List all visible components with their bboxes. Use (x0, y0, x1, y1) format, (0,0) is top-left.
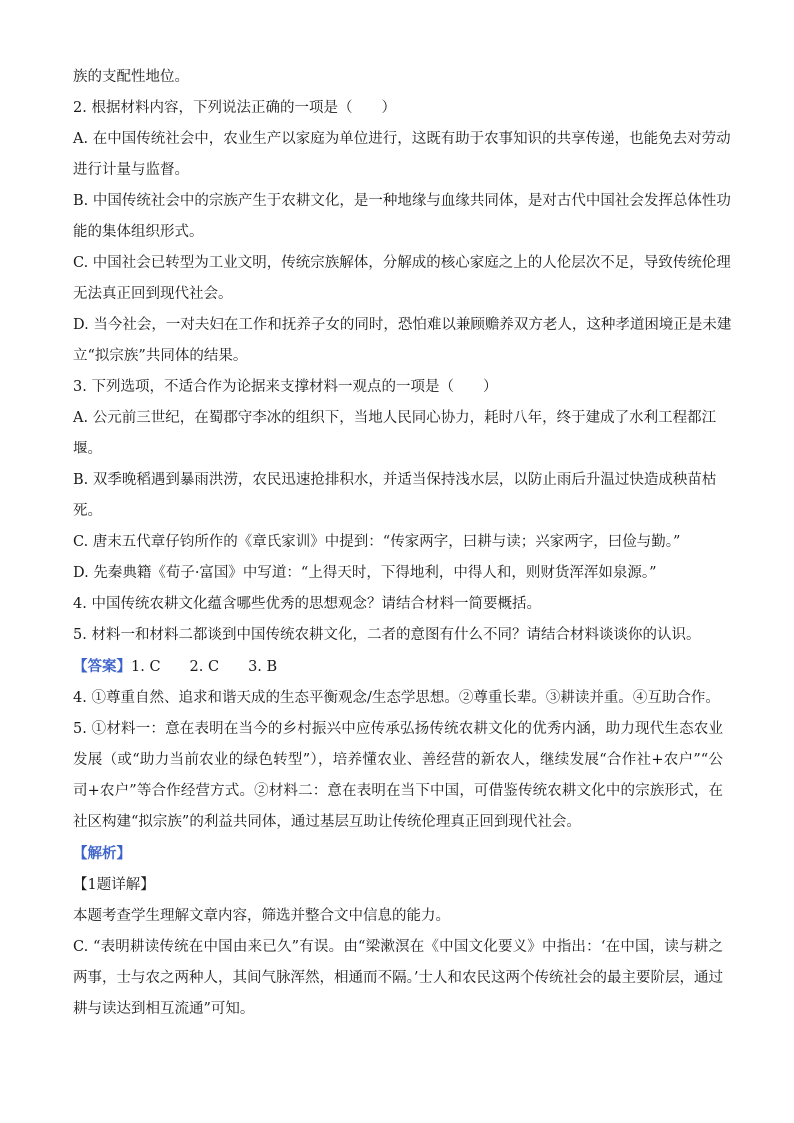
answer-value: 1. C 2. C 3. B (131, 659, 278, 675)
answer-label: 【答案】 (73, 658, 131, 675)
question-5: 5. 材料一和材料二都谈到中国传统农耕文化，二者的意图有什么不同？请结合材料谈谈你的认识。 (73, 627, 701, 643)
answer-line (73, 651, 723, 683)
option-d: D. 当今社会，一对夫妇在工作和抚养子女的同时，恐怕难以兼顾赡养双方老人，这种孝道困境正是未建 (73, 317, 732, 333)
text-line: 死。 (73, 503, 102, 519)
option-b: B. 双季晚稻遇到暴雨洪涝，农民迅速抢排积水，并适当保持浅水层，以防止雨后升温过快造成秧苗枯 (73, 472, 717, 488)
option-c: C. 唐末五代章仔钧所作的《章氏家训》中提到：“传家两字，曰耕与读；兴家两字，曰俭与勤。” (73, 534, 681, 550)
analysis-label: 【解析】 (73, 845, 131, 862)
option-d: D. 先秦典籍《荀子·富国》中写道：“上得天时，下得地利，中得人和，则财货浑浑如泉源。” (73, 565, 657, 581)
analysis-heading (73, 838, 723, 870)
question-3: 3. 下列选项，不适合作为论据来支撑材料一观点的一项是（ ） (73, 379, 498, 395)
text-line: 堰。 (73, 441, 102, 457)
text-line: 进行计量与监督。 (73, 162, 189, 178)
answer-4: 4. ①尊重自然、追求和谐天成的生态平衡观念/生态学思想。②尊重长辈。③耕读并重。④互助合作。 (73, 690, 720, 706)
text-line: 无法真正回到现代社会。 (73, 286, 233, 302)
document-body (73, 62, 732, 1025)
option-b: B. 中国传统社会中的宗族产生于农耕文化，是一种地缘与血缘共同体，是对古代中国社会发挥总体性功 (73, 193, 731, 209)
detail-intro: 本题考查学生理解文章内容，筛选并整合文中信息的能力。 (73, 908, 450, 924)
text-line: 立“拟宗族”共同体的结果。 (73, 348, 248, 364)
detail-option-c: C. “表明耕读传统在中国由来已久”有误。由“梁漱溟在《中国文化要义》中指出：‘在中国，读与耕之两事，士与农之两种人，其间气脉浑然，相通而不隔。’士人和农民这两个传统社会的最主要阶层，通过耕与读达到相互流通”可知。 (73, 939, 723, 1017)
option-c: C. 中国社会已转型为工业文明，传统宗族解体，分解成的核心家庭之上的人伦层次不足，导致传统伦理 (73, 255, 731, 271)
text-line: 能的集体组织形式。 (73, 224, 204, 240)
option-a: A. 公元前三世纪，在蜀郡守李冰的组织下，当地人民同心协力，耗时八年，终于建成了水利工程都江 (73, 410, 717, 426)
text-line: 族的支配性地位。 (73, 69, 189, 85)
detail-heading: 【1题详解】 (73, 877, 155, 893)
question-4: 4. 中国传统农耕文化蕴含哪些优秀的思想观念？请结合材料一简要概括。 (73, 596, 541, 612)
question-2: 2. 根据材料内容，下列说法正确的一项是（ ） (73, 100, 396, 116)
option-a: A. 在中国传统社会中，农业生产以家庭为单位进行，这既有助于农事知识的共享传递，也能免去对劳动 (73, 131, 731, 147)
answer-5: 5. ①材料一：意在表明在当今的乡村振兴中应传承弘扬传统农耕文化的优秀内涵，助力现代生态农业发展（或“助力当前农业的绿色转型”），培养懂农业、善经营的新农人，继续发展“合作社+农户”“公司+农户”等合作经营方式。②材料二：意在表明在当下中国，可借鉴传统农耕文化中的宗族形式，在社区构建“拟宗族”的利益共同体，通过基层互助让传统伦理真正回到现代社会。 (73, 721, 723, 830)
